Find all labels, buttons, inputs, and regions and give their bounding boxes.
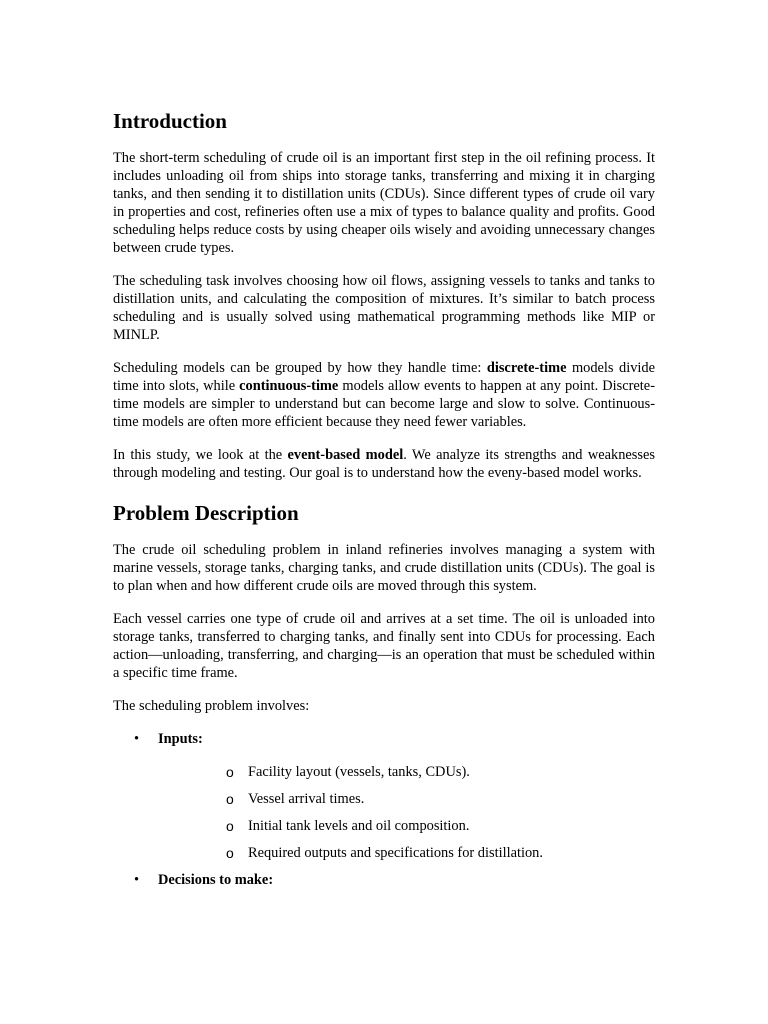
problem-paragraph-3: The scheduling problem involves: bbox=[113, 698, 310, 714]
circle-bullet-icon: o bbox=[226, 764, 234, 780]
intro-p3-text-e: models allow events to happen at any point. Discrete-time models are simpler to understand but can become large and slow to solve. Continuous-time models are often more efficient because they need fewer variables. bbox=[113, 378, 655, 430]
inputs-bullet bbox=[113, 730, 655, 862]
problem-description-heading: Problem Description bbox=[113, 501, 299, 525]
decisions-label: Decisions to make: bbox=[158, 872, 274, 888]
list-item: o Required outputs and specifications for distillation. bbox=[226, 845, 543, 861]
discrete-time-term: discrete-time bbox=[486, 360, 567, 376]
circle-bullet-icon: o bbox=[226, 818, 234, 834]
intro-p4-text-a: In this study, we look at the bbox=[113, 447, 288, 463]
event-based-model-term: event-based model bbox=[287, 447, 404, 463]
intro-paragraph-1: The short-term scheduling of crude oil is an important first step in the oil refining process. It includes unloading oil from ships into storage tanks, transferring and mixing it in charging tanks, and then sending it to distillation units (CDUs). Since different types of crude oil vary in properties and cost, refineries often use a mix of types to balance quality and profits. Good scheduling helps reduce costs by using cheaper oils wisely and avoiding unnecessary changes between crude types. bbox=[113, 150, 655, 256]
bullet-dot-icon: • bbox=[134, 731, 140, 747]
intro-paragraph-4 bbox=[113, 446, 655, 482]
circle-bullet-icon: o bbox=[226, 845, 234, 861]
bullet-dot-icon: • bbox=[134, 872, 140, 888]
continuous-time-term: continuous-time bbox=[239, 378, 339, 394]
circle-bullet-icon: o bbox=[226, 791, 234, 807]
list-item: o Facility layout (vessels, tanks, CDUs). bbox=[226, 764, 470, 780]
introduction-heading: Introduction bbox=[113, 109, 227, 133]
list-item: o Initial tank levels and oil composition. bbox=[226, 818, 470, 834]
intro-p3-text-a: Scheduling models can be grouped by how they handle time: bbox=[113, 360, 487, 376]
decisions-bullet bbox=[113, 871, 655, 889]
problem-paragraph-1: The crude oil scheduling problem in inland refineries involves managing a system with marine vessels, storage tanks, charging tanks, and crude distillation units (CDUs). The goal is to plan when and how different crude oils are moved through this system. bbox=[113, 542, 655, 594]
inputs-sublist bbox=[158, 763, 655, 862]
intro-paragraph-2: The scheduling task involves choosing how oil flows, assigning vessels to tanks and tanks to distillation units, and calculating the composition of mixtures. It’s similar to batch process scheduling and is usually solved using mathematical programming methods like MIP or MINLP. bbox=[113, 273, 655, 343]
document-page bbox=[113, 106, 655, 889]
intro-p3-text-c: models divide time into slots, while bbox=[113, 360, 655, 394]
scheduling-list bbox=[113, 730, 655, 889]
list-item: o Vessel arrival times. bbox=[226, 791, 365, 807]
intro-p4-text-c: . We analyze its strengths and weaknesses through modeling and testing. Our goal is to understand how the eveny-based model works. bbox=[113, 447, 655, 481]
intro-paragraph-3 bbox=[113, 359, 655, 431]
problem-paragraph-2: Each vessel carries one type of crude oil and arrives at a set time. The oil is unloaded into storage tanks, transferred to charging tanks, and finally sent into CDUs for processing. Each action—unloading, transferring, and charging—is an operation that must be scheduled within a specific time frame. bbox=[113, 611, 655, 681]
inputs-label: Inputs: bbox=[158, 731, 203, 747]
